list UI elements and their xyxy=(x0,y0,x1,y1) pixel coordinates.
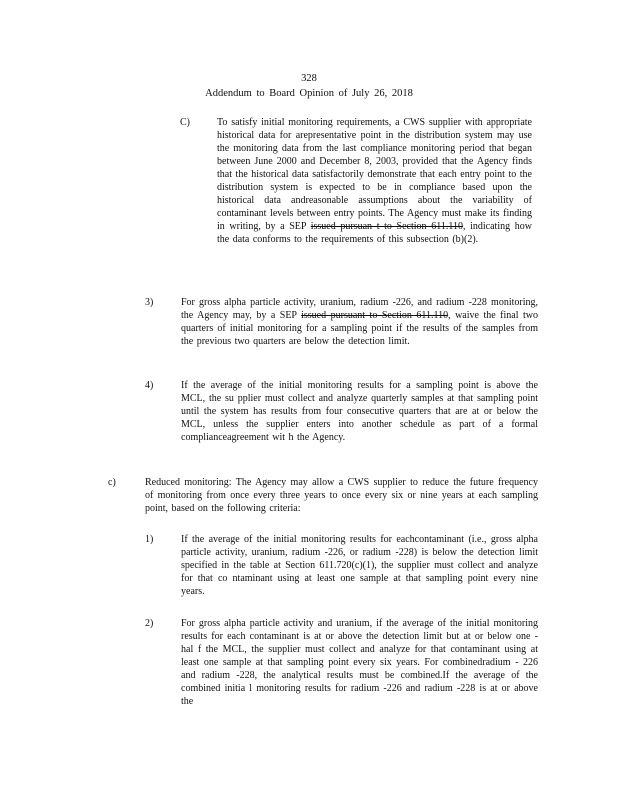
paragraph-text: For gross alpha particle activity, uranium, radium -226, and radium -228 monitoring, the Agency may, by a SEP xyxy=(181,297,538,321)
paragraph-text: , indicating how the data conforms to the requirements of this subsection (b)(2). xyxy=(217,221,532,245)
section-label: 3) xyxy=(145,297,154,308)
paragraph-text: , waive the final two quarters of initial monitoring for a sampling point if the results of the samples from the previous two quarters are below the detection limit. xyxy=(181,310,538,347)
paragraph-C xyxy=(217,116,532,246)
page-header: Addendum to Board Opinion of July 26, 2018 xyxy=(205,88,413,99)
section-label: C) xyxy=(180,117,190,128)
paragraph-c2: For gross alpha particle activity and uranium, if the average of the initial monitoring results for each contaminant is at or above the detection limit but at or below one -hal f the MCL, the supplier must collect and analyze for that contaminant using at least one sample at that sampling point every six years. For combinedradium - 226 and radium -228, the analytical results must be combined.If the average of the combined initia l monitoring results for radium -226 and radium -228 is at or above the xyxy=(181,618,538,707)
paragraph-b4: If the average of the initial monitoring results for a sampling point is above the MCL, the su pplier must collect and analyze quarterly samples at that sampling point until the system has results from four consecutive quarters that are at or below the MCL, unless the supplier enters into another schedule as part of a formal complianceagreement wit h the Agency. xyxy=(181,380,538,443)
paragraph-b3 xyxy=(181,296,538,348)
section-label: 2) xyxy=(145,618,154,629)
paragraph-text: To satisfy initial monitoring requirements, a CWS supplier with appropriate historical data for arepresentative point in the distribution system may use the monitoring data from the last compliance monitoring period that began between June 2000 and December 8, 2003, provided that the Agency finds that the historical data satisfactorily demonstrate that each entry point to the distribution system is expected to be in compliance based upon the historical data andreasonable assumptions about the variability of contaminant levels between entry points. The Agency must make its finding in writing, by a SEP xyxy=(217,117,532,232)
paragraph-c: Reduced monitoring: The Agency may allow a CWS supplier to reduce the future frequency of monitoring from once every three years to once every six or nine years at each sampling point, based on the following criteria: xyxy=(145,477,538,514)
struck-text: issued pursuant to Section 611.110 xyxy=(301,310,449,321)
section-label: 4) xyxy=(145,380,154,391)
page-number: 328 xyxy=(301,73,317,84)
struck-text: issued pursuan t to Section 611.110 xyxy=(310,221,463,232)
section-label: c) xyxy=(108,477,116,488)
section-label: 1) xyxy=(145,534,154,545)
paragraph-c1: If the average of the initial monitoring results for eachcontaminant (i.e., gross alpha particle activity, uranium, radium -226, or radium -228) is below the detection limit specified in the table at Section 611.720(c)(1), the supplier must collect and analyze for that co ntaminant using at least one sample at that sampling point every nine years. xyxy=(181,534,538,597)
